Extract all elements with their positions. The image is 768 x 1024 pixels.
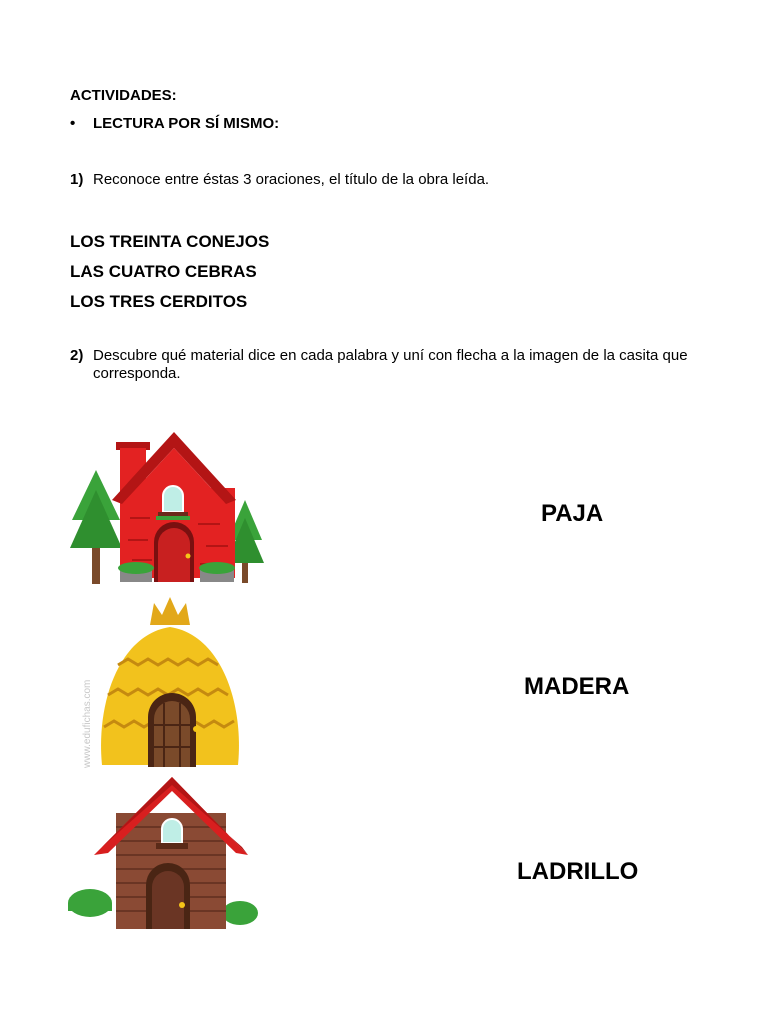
title-options xyxy=(70,227,269,317)
watermark-text: www.edufichas.com xyxy=(82,679,93,768)
reading-bullet xyxy=(70,115,279,132)
brick-house-icon xyxy=(68,428,268,588)
title-option: LOS TRES CERDITOS xyxy=(70,292,248,311)
activities-heading: ACTIVIDADES: xyxy=(70,87,177,104)
question-1-number: 1) xyxy=(70,171,84,188)
watermark xyxy=(70,660,100,770)
question-2-text: Descubre qué material dice en cada palabra y uní con flecha a la imagen de la casita que corresponda. xyxy=(93,347,688,382)
question-1-text: Reconoce entre éstas 3 oraciones, el título de la obra leída. xyxy=(93,171,490,188)
bullet-label: LECTURA POR SÍ MISMO: xyxy=(93,115,280,132)
title-option: LOS TREINTA CONEJOS xyxy=(70,232,270,251)
question-1 xyxy=(70,171,489,188)
title-option: LAS CUATRO CEBRAS xyxy=(70,262,257,281)
wood-house-icon xyxy=(68,775,268,935)
question-2 xyxy=(70,347,690,383)
word-ladrillo: LADRILLO xyxy=(517,858,639,885)
bullet-symbol: • xyxy=(70,115,76,132)
question-2-number: 2) xyxy=(70,347,84,364)
word-madera: MADERA xyxy=(524,673,630,700)
word-paja: PAJA xyxy=(541,500,604,527)
